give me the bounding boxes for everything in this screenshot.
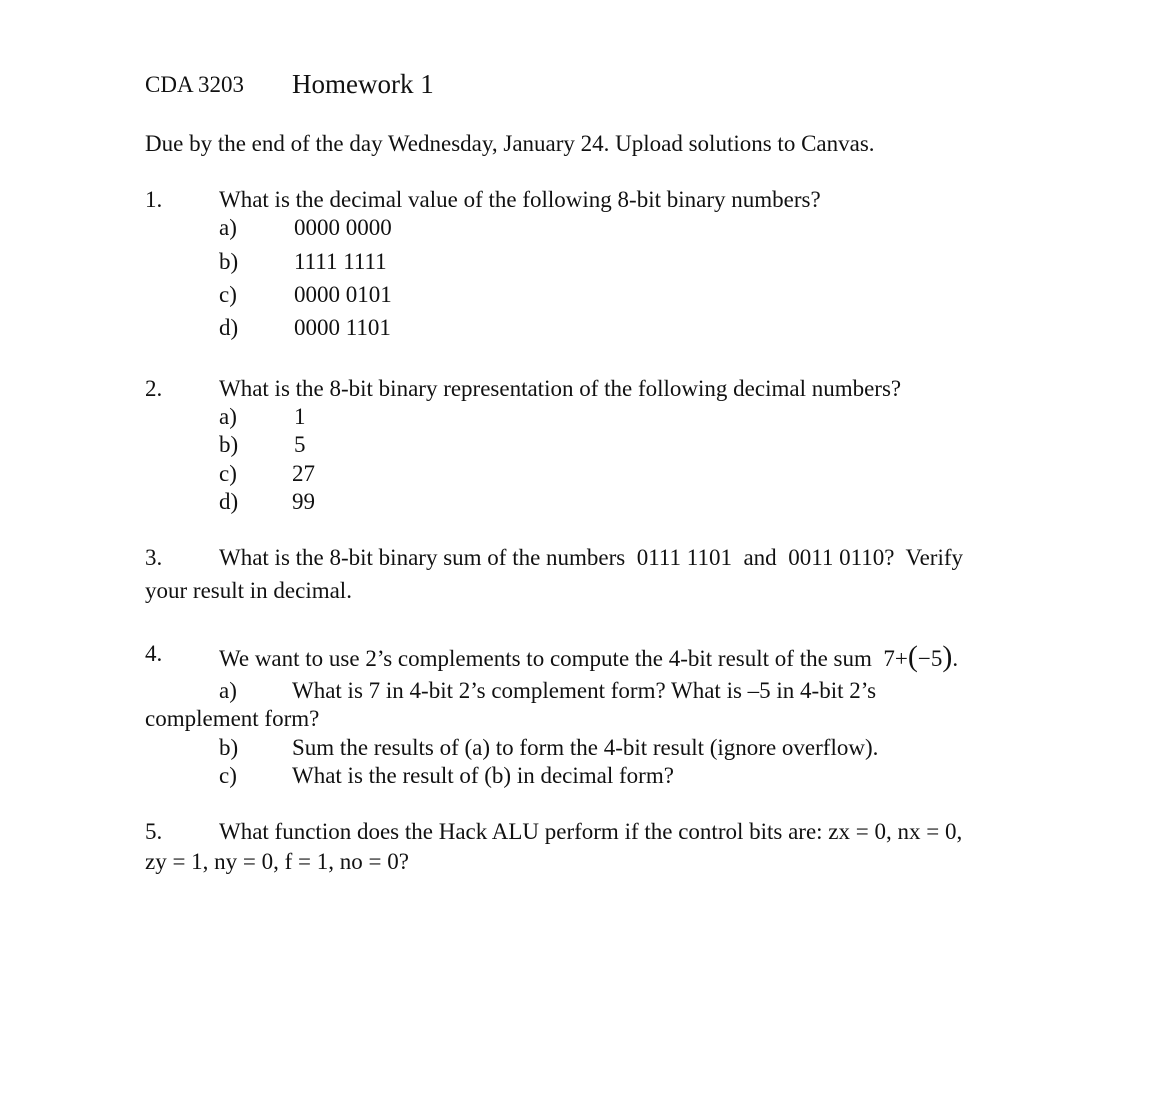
item-label: a)	[219, 215, 237, 240]
question-text-end: ? Verify	[884, 545, 964, 570]
item-label: c)	[219, 282, 237, 307]
expression-inner: −5	[917, 646, 943, 671]
question-text: What is the decimal value of the following 8-bit binary numbers?	[219, 187, 821, 212]
question-number: 5.	[145, 819, 163, 844]
question-number: 2.	[145, 376, 163, 401]
page-title: Homework 1	[292, 69, 434, 99]
item-label: a)	[219, 678, 237, 703]
question-text	[219, 546, 963, 569]
course-code: CDA 3203	[145, 72, 245, 97]
and-word: and	[743, 545, 777, 570]
item-value: 0000 0101	[294, 282, 392, 307]
item-value: 0000 0000	[294, 215, 392, 240]
item-value: 5	[294, 432, 306, 457]
item-text: Sum the results of (a) to form the 4-bit result (ignore overflow).	[292, 735, 879, 760]
close-paren: )	[942, 640, 953, 673]
binary-number-b: 0011 0110	[788, 545, 885, 570]
question-text-continued: your result in decimal.	[145, 578, 352, 603]
item-value: 1111 1111	[294, 249, 387, 274]
item-label: b)	[219, 249, 239, 274]
item-value: 1	[294, 404, 306, 429]
item-text-continued: complement form?	[145, 706, 320, 731]
question-number: 3.	[145, 545, 163, 570]
item-value: 0000 1101	[294, 315, 391, 340]
open-paren: (	[907, 640, 918, 673]
item-label: b)	[219, 432, 239, 457]
question-text: What is the 8-bit binary representation of the following decimal numbers?	[219, 376, 902, 401]
item-label: d)	[219, 315, 239, 340]
question-number: 1.	[145, 187, 163, 212]
item-text: What is 7 in 4-bit 2’s complement form? What is –5 in 4-bit 2’s	[292, 678, 877, 703]
binary-number-a: 0111 1101	[636, 545, 732, 570]
item-value: 99	[292, 489, 315, 514]
question-number: 4.	[145, 641, 163, 666]
due-line: Due by the end of the day Wednesday, January 24. Upload solutions to Canvas.	[145, 131, 875, 156]
item-label: d)	[219, 489, 239, 514]
question-text-main: We want to use 2’s complements to compute the 4-bit result of the sum	[219, 646, 872, 671]
period: .	[952, 646, 959, 671]
item-value: 27	[292, 461, 315, 486]
item-label: a)	[219, 404, 237, 429]
item-label: c)	[219, 461, 237, 486]
question-text-continued: zy = 1, ny = 0, f = 1, no = 0?	[145, 849, 409, 874]
item-label: b)	[219, 735, 239, 760]
question-text-start: What is the 8-bit binary sum of the numbers	[219, 545, 626, 570]
expression-left: 7+	[883, 646, 908, 671]
question-text: What function does the Hack ALU perform if the control bits are: zx = 0, nx = 0,	[219, 819, 963, 844]
item-label: c)	[219, 763, 237, 788]
item-text: What is the result of (b) in decimal form?	[292, 763, 674, 788]
question-text	[219, 642, 958, 672]
math-expression	[883, 640, 959, 673]
